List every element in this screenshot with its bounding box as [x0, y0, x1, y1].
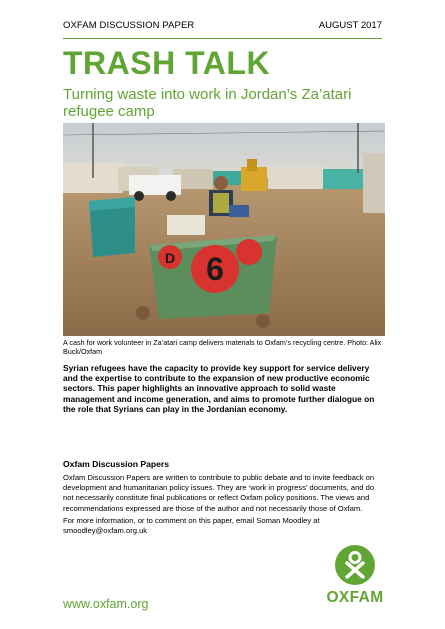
cart-side-label: D: [164, 250, 176, 266]
about-heading: Oxfam Discussion Papers: [63, 459, 170, 469]
photo-caption: A cash for work volunteer in Za’atari camp delivers materials to Oxfam’s recycling centre. Photo: Alix Buck/Oxfam: [63, 338, 382, 356]
page-subtitle: Turning waste into work in Jordan’s Za’atari refugee camp: [63, 86, 352, 120]
about-body: Oxfam Discussion Papers are written to contribute to public debate and to invite feedback on development and humanitarian policy issues. They are ‘work in progress’ documents, and do not necessarily constitute final publications or reflect Oxfam policy positions. The views and recommendations expressed are those of the author and not necessarily those of Oxfam.: [63, 473, 375, 513]
cart-number: 6: [206, 251, 224, 287]
website-link[interactable]: www.oxfam.org: [63, 597, 149, 611]
header-rule: [63, 38, 382, 39]
oxfam-logo-mark-icon: [335, 545, 375, 585]
lead-paragraph: Syrian refugees have the capacity to provide key support for service delivery and the expertise to contribute to the expansion of new productive economic sectors. This paper highlights an innovative approach to solid waste management and income generation, and aims to promote further dialogue on the role that Syrians can play in the Jordanian economy.: [63, 363, 375, 414]
about-contact: For more information, or to comment on this paper, email Soman Moodley at smoodley@oxfam.org.uk: [63, 516, 320, 536]
cover-photo: [63, 123, 385, 336]
header-date: AUGUST 2017: [318, 20, 382, 31]
page-title: TRASH TALK: [63, 45, 271, 81]
header-series: OXFAM DISCUSSION PAPER: [63, 20, 195, 31]
oxfam-logo-text: OXFAM: [326, 589, 384, 606]
